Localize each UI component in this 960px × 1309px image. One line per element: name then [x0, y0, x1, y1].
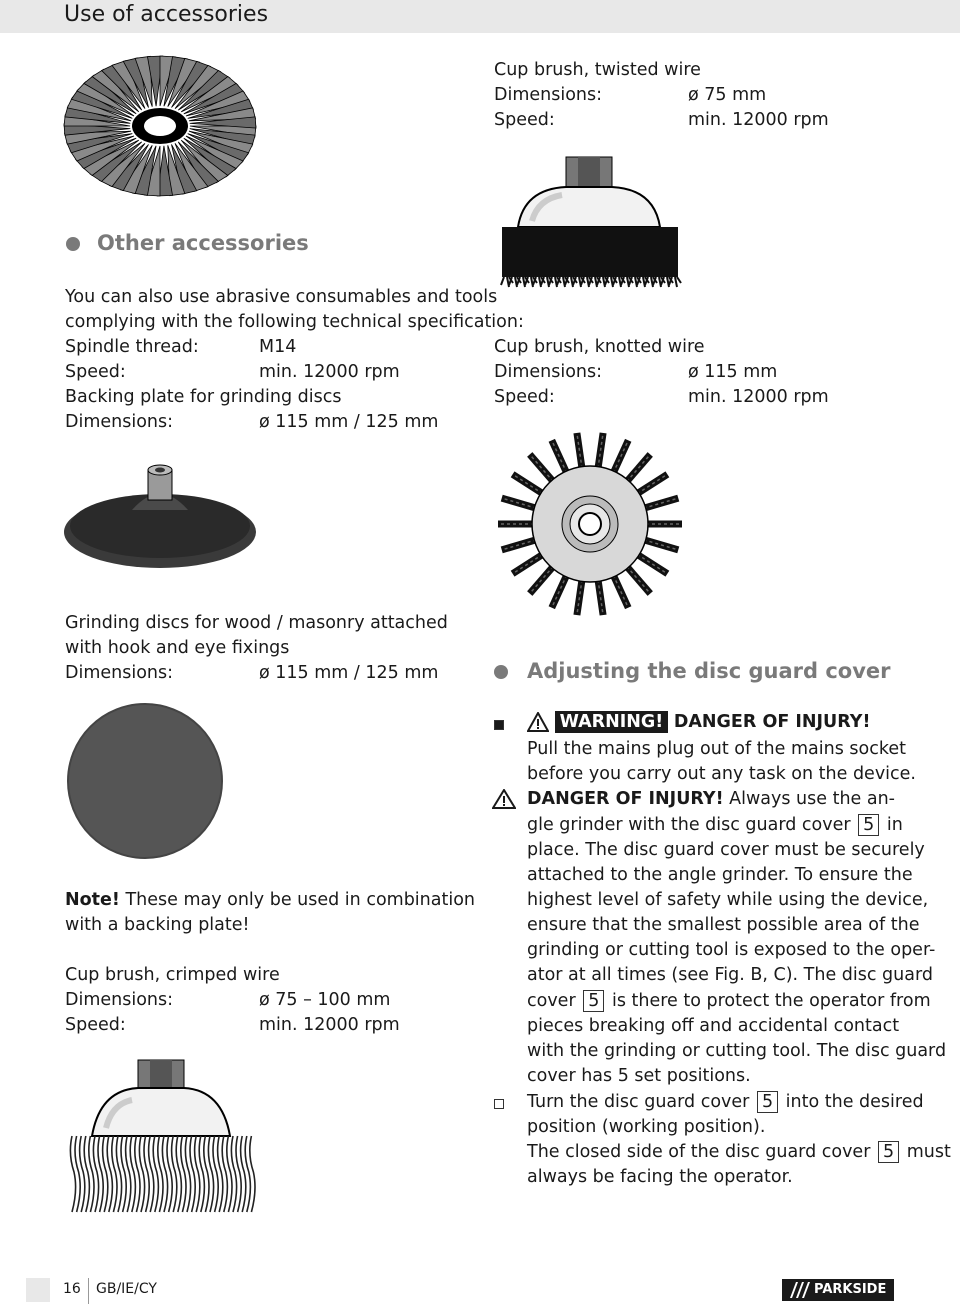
knotted-speed-label: Speed: [494, 387, 555, 407]
brand-name: PARKSIDE [814, 1282, 887, 1297]
intro-line-1: You can also use abrasive consumables and tools [65, 287, 498, 307]
note-text: These may only be used in combination [119, 890, 476, 910]
para-line: attached to the angle grinder. To ensure the [527, 865, 913, 885]
warn-line-1: Pull the mains plug out of the mains socket [527, 739, 906, 759]
flap-disc-image [60, 50, 260, 210]
twisted-dim-label: Dimensions: [494, 85, 603, 105]
step-checkbox [494, 1099, 504, 1109]
closed-pre: The closed side of the disc guard cover [527, 1142, 871, 1162]
ref-box: 5 [583, 990, 604, 1012]
backing-dim-label: Dimensions: [65, 412, 174, 432]
warn-line-2: before you carry out any task on the device. [527, 764, 916, 784]
twisted-dim-value: ø 75 mm [688, 85, 767, 105]
step-line-2: position (working position). [527, 1117, 766, 1137]
para-a-tail: in [886, 815, 903, 835]
closed-post: must [906, 1142, 951, 1162]
para-a [527, 813, 903, 838]
grinding-dim-label: Dimensions: [65, 663, 174, 683]
twisted-speed-value: min. 12000 rpm [688, 110, 829, 130]
danger2-line [527, 787, 895, 812]
guard-heading: Adjusting the disc guard cover [527, 659, 891, 683]
para-line: cover has 5 set positions. [527, 1066, 751, 1086]
page-number: 16 [63, 1281, 81, 1297]
spindle-label: Spindle thread: [65, 337, 199, 357]
para-line: ensure that the smallest possible area of the [527, 915, 920, 935]
note-line-2: with a backing plate! [65, 915, 250, 935]
crimped-title: Cup brush, crimped wire [65, 965, 280, 985]
page-header [0, 0, 960, 33]
warning-line [527, 710, 870, 735]
twisted-speed-label: Speed: [494, 110, 555, 130]
para-a-text: gle grinder with the disc guard cover [527, 815, 851, 835]
step-post: into the desired [785, 1092, 924, 1112]
backing-dim-value: ø 115 mm / 125 mm [259, 412, 439, 432]
para-line: ator at all times (see Fig. B, C). The disc guard [527, 965, 933, 985]
crimped-speed-label: Speed: [65, 1015, 126, 1035]
danger2-label: DANGER OF INJURY! [527, 789, 724, 809]
section-bullet [66, 237, 80, 251]
language-code: GB/IE/CY [96, 1281, 157, 1297]
crimped-brush-image [62, 1058, 262, 1218]
ref-box: 5 [757, 1091, 778, 1113]
warning-label: WARNING! [555, 711, 669, 733]
list-bullet [494, 720, 504, 730]
backing-plate-image [62, 458, 262, 578]
closed-line-2: always be facing the operator. [527, 1167, 793, 1187]
note-line-1 [65, 888, 475, 913]
knotted-brush-image [492, 428, 688, 624]
spindle-value: M14 [259, 337, 297, 357]
other-accessories-heading: Other accessories [97, 231, 309, 255]
knotted-speed-value: min. 12000 rpm [688, 387, 829, 407]
para-b-post: is there to protect the operator from [611, 991, 931, 1011]
grinding-dim-value: ø 115 mm / 125 mm [259, 663, 439, 683]
knotted-dim-value: ø 115 mm [688, 362, 778, 382]
footer-marker [26, 1278, 50, 1302]
closed-line [527, 1140, 951, 1165]
twisted-brush-image [492, 153, 692, 293]
para-b-pre: cover [527, 991, 576, 1011]
speed-value: min. 12000 rpm [259, 362, 400, 382]
crimped-dim-value: ø 75 – 100 mm [259, 990, 391, 1010]
crimped-dim-label: Dimensions: [65, 990, 174, 1010]
step-pre: Turn the disc guard cover [527, 1092, 750, 1112]
para-line: pieces breaking off and accidental contact [527, 1016, 900, 1036]
intro-line-2: complying with the following technical specification: [65, 312, 524, 332]
ref-box: 5 [878, 1141, 899, 1163]
knotted-title: Cup brush, knotted wire [494, 337, 705, 357]
logo-stripes-icon [788, 1282, 810, 1298]
warning-triangle-icon [492, 789, 516, 809]
para-line: grinding or cutting tool is exposed to the oper- [527, 940, 936, 960]
para-line: with the grinding or cutting tool. The disc guard [527, 1041, 947, 1061]
grinding-title-1: Grinding discs for wood / masonry attached [65, 613, 448, 633]
step-line [527, 1090, 924, 1115]
grinding-title-2: with hook and eye fixings [65, 638, 290, 658]
twisted-title: Cup brush, twisted wire [494, 60, 701, 80]
danger-text: DANGER OF INJURY! [673, 712, 871, 732]
speed-label: Speed: [65, 362, 126, 382]
backing-plate-title: Backing plate for grinding discs [65, 387, 342, 407]
page-title: Use of accessories [64, 2, 269, 27]
section-bullet [494, 665, 508, 679]
grinding-disc-image [66, 703, 226, 863]
warning-triangle-icon [527, 712, 549, 732]
danger2-tail: Always use the an- [723, 789, 895, 809]
para-line: place. The disc guard cover must be securely [527, 840, 925, 860]
note-label: Note! [65, 890, 120, 910]
para-line: highest level of safety while using the device, [527, 890, 929, 910]
knotted-dim-label: Dimensions: [494, 362, 603, 382]
ref-box: 5 [858, 814, 879, 836]
parkside-logo [782, 1279, 894, 1301]
para-b [527, 989, 931, 1014]
footer-divider [88, 1278, 89, 1304]
crimped-speed-value: min. 12000 rpm [259, 1015, 400, 1035]
